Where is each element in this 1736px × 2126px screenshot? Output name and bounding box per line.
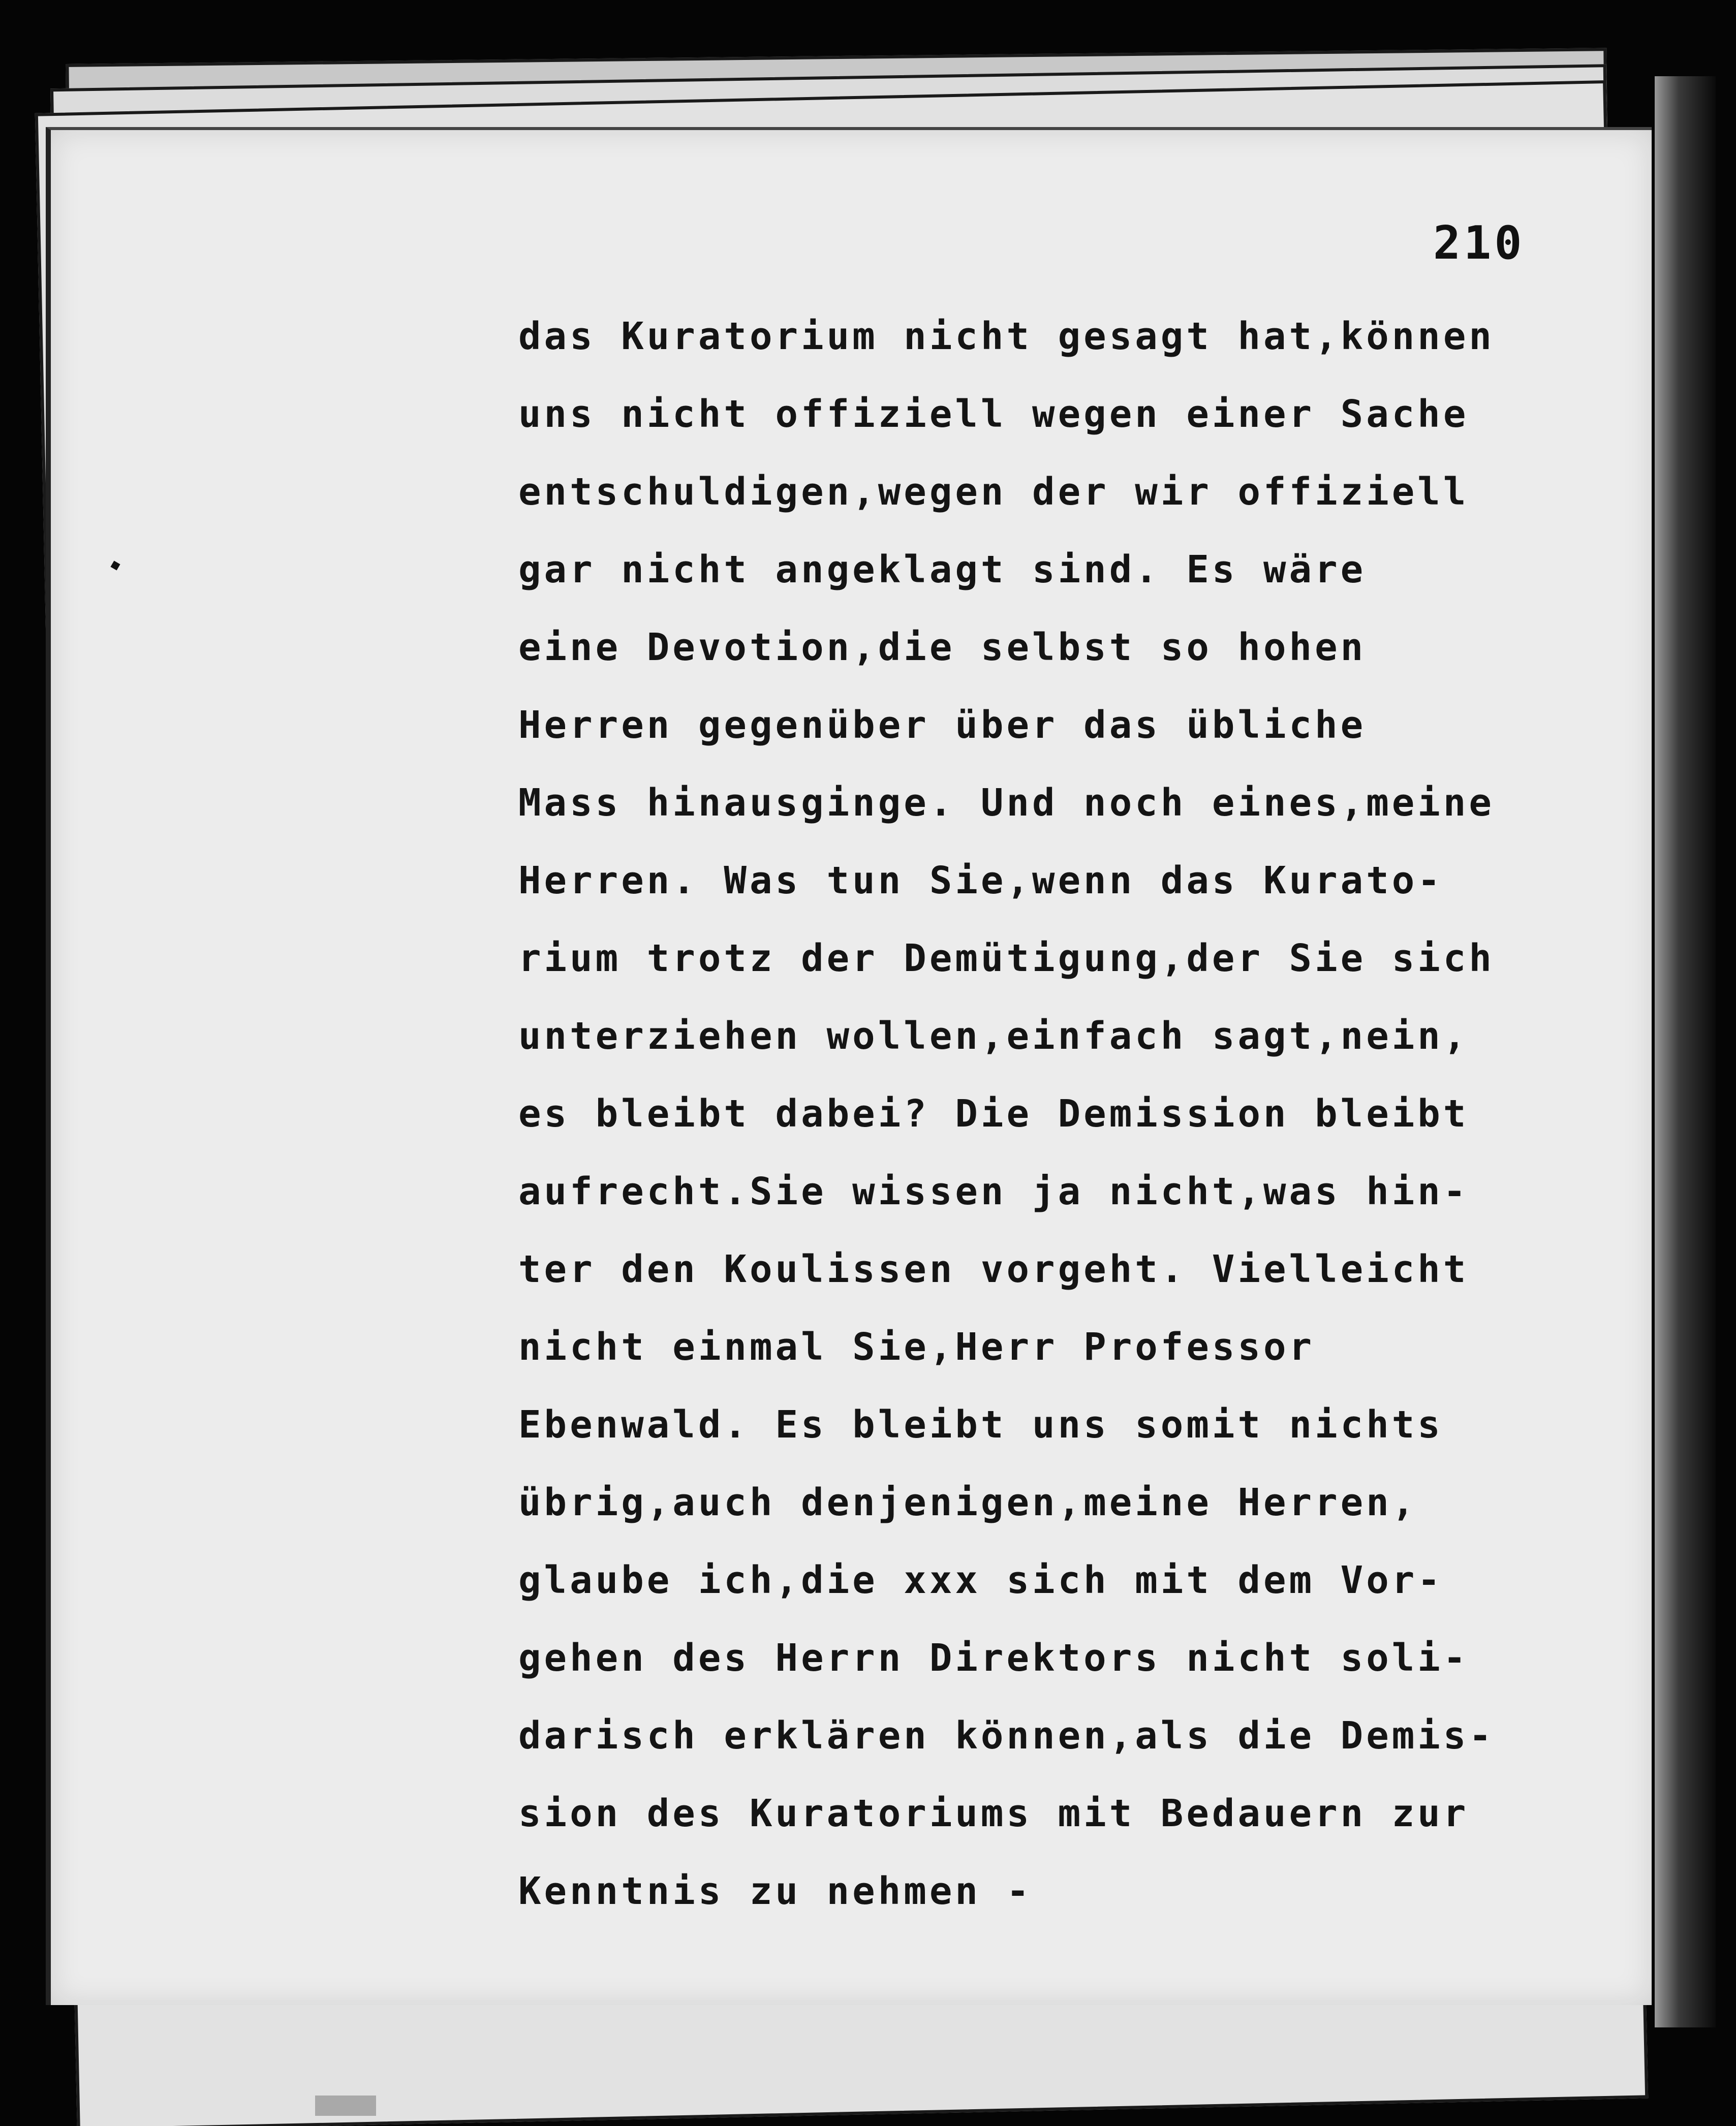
text-line: unterziehen wollen,einfach sagt,nein,: [518, 1014, 1469, 1058]
text-line: das Kuratorium nicht gesagt hat,können: [518, 315, 1495, 358]
sheet-stack-edge: [1655, 76, 1716, 2027]
text-line: Kenntnis zu nehmen -: [518, 1869, 1033, 1913]
text-line: uns nicht offiziell wegen einer Sache: [518, 392, 1469, 436]
text-line: Ebenwald. Es bleibt uns somit nichts: [518, 1403, 1443, 1447]
text-line: entschuldigen,wegen der wir offiziell: [518, 470, 1469, 514]
text-line: übrig,auch denjenigen,meine Herren,: [518, 1481, 1418, 1524]
text-line: Herren gegenüber über das übliche: [518, 703, 1367, 747]
body-text: [518, 298, 1611, 1930]
scan-smudge: [315, 2096, 376, 2116]
text-line: Mass hinausginge. Und noch eines,meine: [518, 781, 1495, 825]
margin-mark: [110, 560, 120, 570]
text-line: gar nicht angeklagt sind. Es wäre: [518, 548, 1367, 591]
text-line: ter den Koulissen vorgeht. Vielleicht: [518, 1247, 1469, 1291]
text-line: rium trotz der Demütigung,der Sie sich: [518, 936, 1495, 980]
text-line: es bleibt dabei? Die Demission bleibt: [518, 1092, 1469, 1136]
text-line: gehen des Herrn Direktors nicht soli-: [518, 1636, 1469, 1680]
text-line: aufrecht.Sie wissen ja nicht,was hin-: [518, 1170, 1469, 1213]
text-line: Herren. Was tun Sie,wenn das Kurato-: [518, 859, 1443, 902]
text-line: nicht einmal Sie,Herr Professor: [518, 1325, 1315, 1369]
typescript-page: [46, 127, 1652, 2005]
page-number: 210: [1433, 216, 1525, 270]
text-line: glaube ich,die xxx sich mit dem Vor-: [518, 1558, 1443, 1602]
text-line: sion des Kuratoriums mit Bedauern zur: [518, 1792, 1469, 1835]
text-line: darisch erklären können,als die Demis-: [518, 1714, 1495, 1758]
text-line: eine Devotion,die selbst so hohen: [518, 626, 1367, 669]
